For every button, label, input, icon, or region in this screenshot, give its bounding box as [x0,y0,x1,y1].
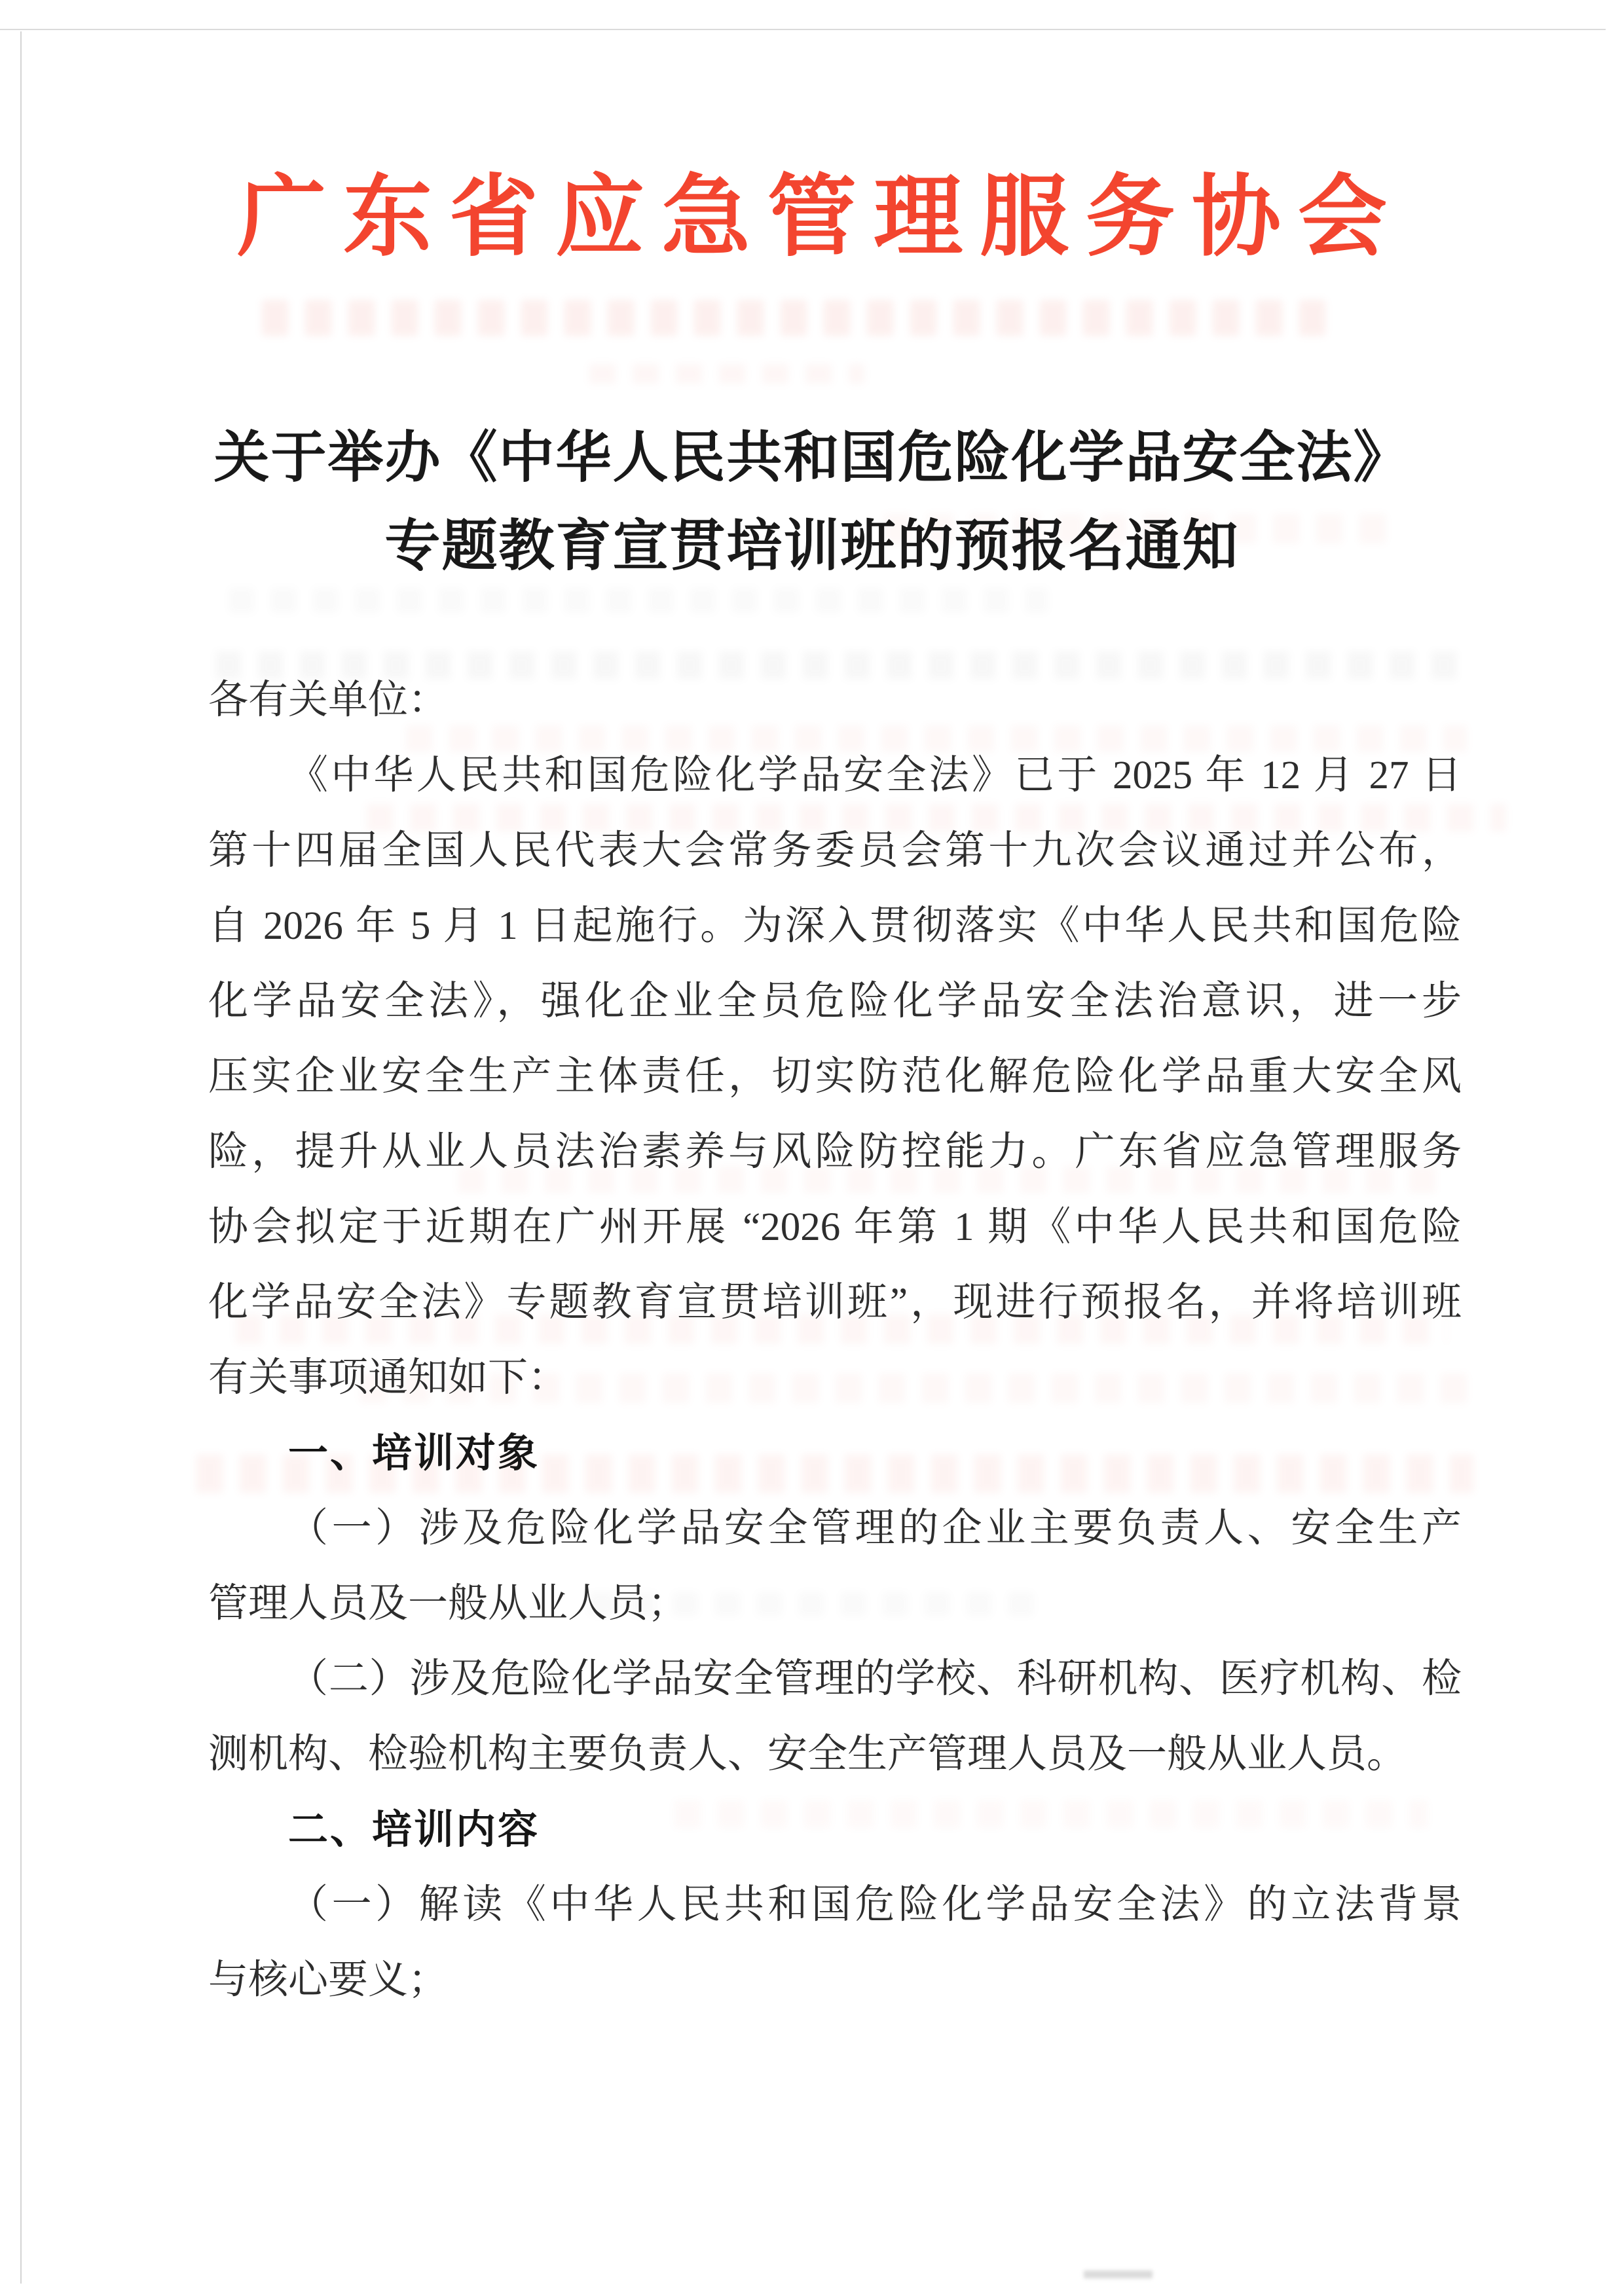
body-line: 第十四届全国人民代表大会常务委员会第十九次会议通过并公布， [208,829,1462,873]
body-line: 化学品安全法》专题教育宣贯培训班”，现进行预报名，并将培训班 [208,1281,1462,1324]
scan-edge-artifact-left [20,31,22,2284]
body-line: 险，提升从业人员法治素养与风险防控能力。广东省应急管理服务 [208,1130,1462,1174]
body-line: （一）涉及危险化学品安全管理的企业主要负责人、安全生产 [288,1506,1462,1550]
notice-body [208,663,1462,2018]
body-line: 管理人员及一般从业人员； [208,1582,688,1626]
body-line: 化学品安全法》，强化企业全员危险化学品安全法治意识，进一步 [208,979,1462,1023]
section-heading-training-target: 一、培训对象 [288,1430,540,1475]
bleedthrough-artifact [229,588,1048,613]
body-line: 压实企业安全生产主体责任，切实防范化解危险化学品重大安全风 [208,1055,1462,1099]
bleedthrough-artifact [262,300,1336,336]
document-title [0,414,1624,591]
body-line: 自 2026 年 5 月 1 日起施行。为深入贯彻落实《中华人民共和国危险 [208,904,1462,948]
section-heading-training-content: 二、培训内容 [288,1807,540,1851]
body-line: 与核心要义； [208,1958,449,2002]
document-title-line1: 关于举办《中华人民共和国危险化学品安全法》 [213,427,1411,489]
scan-edge-artifact-top [0,29,1606,30]
body-line: 协会拟定于近期在广州开展 “2026 年第 1 期《中华人民共和国危险 [208,1205,1462,1249]
document-title-line2: 专题教育宣贯培训班的预报名通知 [384,515,1240,577]
bleedthrough-artifact [589,364,864,384]
body-line: 测机构、检验机构主要负责人、安全生产管理人员及一般从业人员。 [208,1732,1407,1776]
body-line: （二）涉及危险化学品安全管理的学校、科研机构、医疗机构、检 [288,1657,1462,1701]
scan-speck-artifact [1084,2270,1153,2278]
letterhead-org-name: 广东省应急管理服务协会 [237,169,1404,267]
body-line: 有关事项通知如下： [208,1356,568,1400]
body-line: 《中华人民共和国危险化学品安全法》已于 2025 年 12 月 27 日 [288,754,1462,797]
body-line: （一）解读《中华人民共和国危险化学品安全法》的立法背景 [288,1883,1462,1927]
salutation-line: 各有关单位： [208,678,449,722]
